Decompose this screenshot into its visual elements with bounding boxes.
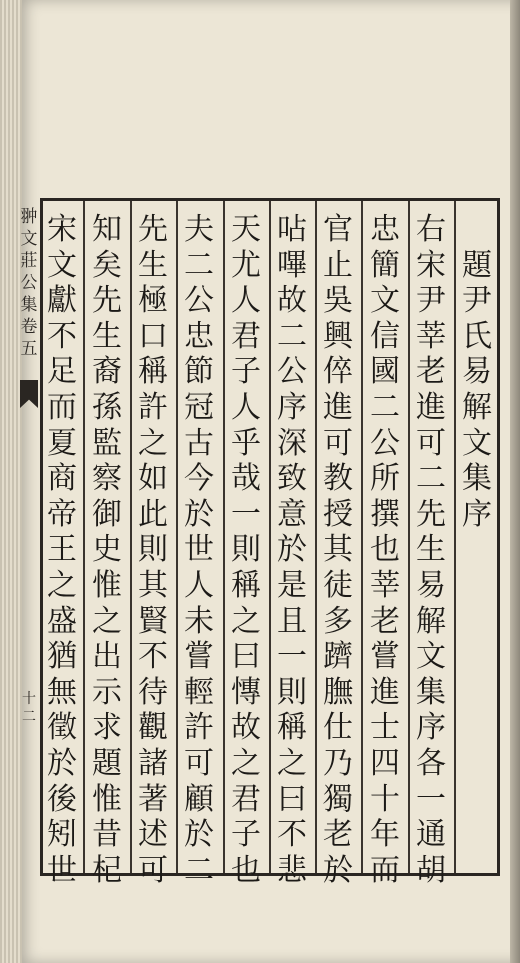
glyph: 悲 xyxy=(277,852,307,888)
glyph: 先 xyxy=(416,496,446,532)
text-column-8 xyxy=(131,212,175,888)
glyph: 述 xyxy=(138,817,168,853)
glyph: 官 xyxy=(323,212,353,247)
text-column-3 xyxy=(363,212,407,888)
margin-glyph: 翀 xyxy=(20,207,38,227)
glyph: 帝 xyxy=(47,496,77,532)
glyph: 之 xyxy=(47,567,77,603)
glyph: 先 xyxy=(138,212,168,247)
glyph: 於 xyxy=(277,532,307,568)
glyph: 躋 xyxy=(323,639,353,675)
glyph: 進 xyxy=(416,389,446,425)
glyph: 嘗 xyxy=(184,639,214,675)
text-column-9 xyxy=(85,212,129,888)
glyph: 尹 xyxy=(416,283,446,319)
glyph: 生 xyxy=(92,318,122,354)
glyph: 猶 xyxy=(47,639,77,675)
glyph: 而 xyxy=(47,389,77,425)
margin-glyph: 五 xyxy=(20,339,38,359)
glyph: 昔 xyxy=(92,817,122,853)
glyph: 文 xyxy=(416,639,446,675)
glyph: 可 xyxy=(138,852,168,888)
glyph: 公 xyxy=(370,425,400,461)
glyph: 年 xyxy=(370,817,400,853)
glyph: 進 xyxy=(370,674,400,710)
glyph: 二 xyxy=(184,247,214,283)
glyph: 莘 xyxy=(416,318,446,354)
glyph: 輕 xyxy=(184,674,214,710)
glyph: 求 xyxy=(92,710,122,746)
page-number-glyph: 十 xyxy=(22,691,36,707)
glyph: 於 xyxy=(323,852,353,888)
glyph: 易 xyxy=(416,567,446,603)
glyph: 生 xyxy=(416,532,446,568)
glyph: 諸 xyxy=(138,745,168,781)
glyph: 序 xyxy=(277,389,307,425)
glyph: 之 xyxy=(231,745,261,781)
glyph: 子 xyxy=(231,817,261,853)
glyph: 史 xyxy=(92,532,122,568)
glyph: 信 xyxy=(370,318,400,354)
glyph: 古 xyxy=(184,425,214,461)
glyph: 興 xyxy=(323,318,353,354)
glyph: 慱 xyxy=(231,674,261,710)
glyph: 君 xyxy=(231,781,261,817)
glyph: 公 xyxy=(184,283,214,319)
glyph: 監 xyxy=(92,425,122,461)
margin-glyph: 公 xyxy=(20,273,38,293)
glyph: 矧 xyxy=(47,817,77,853)
glyph: 王 xyxy=(47,532,77,568)
glyph: 集 xyxy=(416,674,446,710)
glyph: 進 xyxy=(323,389,353,425)
glyph: 君 xyxy=(231,318,261,354)
glyph: 通 xyxy=(416,817,446,853)
glyph: 察 xyxy=(92,461,122,497)
glyph: 子 xyxy=(231,354,261,390)
glyph: 徵 xyxy=(47,710,77,746)
glyph: 商 xyxy=(47,461,77,497)
glyph: 胡 xyxy=(416,852,446,888)
glyph: 不 xyxy=(138,639,168,675)
glyph: 仕 xyxy=(323,710,353,746)
glyph: 故 xyxy=(231,710,261,746)
glyph: 序 xyxy=(462,496,492,532)
glyph: 尤 xyxy=(231,247,261,283)
glyph: 文 xyxy=(462,425,492,461)
glyph: 今 xyxy=(184,461,214,497)
glyph: 解 xyxy=(462,389,492,425)
glyph: 可 xyxy=(323,425,353,461)
glyph: 忠 xyxy=(370,212,400,247)
glyph: 二 xyxy=(184,852,214,888)
text-column-4 xyxy=(316,212,360,888)
glyph: 未 xyxy=(184,603,214,639)
glyph: 則 xyxy=(277,674,307,710)
glyph: 二 xyxy=(416,461,446,497)
glyph: 可 xyxy=(184,745,214,781)
glyph: 一 xyxy=(277,639,307,675)
glyph: 止 xyxy=(323,247,353,283)
glyph: 天 xyxy=(231,212,261,247)
glyph: 節 xyxy=(184,354,214,390)
glyph: 徒 xyxy=(323,567,353,603)
text-column-2 xyxy=(409,212,453,888)
glyph: 冠 xyxy=(184,389,214,425)
text-column-10 xyxy=(40,212,84,888)
glyph: 二 xyxy=(370,389,400,425)
glyph: 賢 xyxy=(138,603,168,639)
glyph: 深 xyxy=(277,425,307,461)
indent-space xyxy=(455,212,499,248)
margin-column xyxy=(18,198,40,876)
glyph: 後 xyxy=(47,781,77,817)
glyph: 惟 xyxy=(92,781,122,817)
glyph: 莘 xyxy=(370,567,400,603)
glyph: 曰 xyxy=(277,781,307,817)
glyph: 序 xyxy=(416,710,446,746)
glyph: 極 xyxy=(138,283,168,319)
glyph: 授 xyxy=(323,496,353,532)
glyph: 稱 xyxy=(277,710,307,746)
glyph: 獨 xyxy=(323,781,353,817)
glyph: 孫 xyxy=(92,389,122,425)
glyph: 簡 xyxy=(370,247,400,283)
glyph: 教 xyxy=(323,461,353,497)
glyph: 乃 xyxy=(323,745,353,781)
glyph: 不 xyxy=(47,318,77,354)
glyph: 且 xyxy=(277,603,307,639)
glyph: 其 xyxy=(138,567,168,603)
glyph: 各 xyxy=(416,745,446,781)
glyph: 不 xyxy=(277,817,307,853)
glyph: 倅 xyxy=(323,354,353,390)
glyph: 稱 xyxy=(138,354,168,390)
glyph: 著 xyxy=(138,781,168,817)
glyph: 許 xyxy=(138,389,168,425)
glyph: 解 xyxy=(416,603,446,639)
glyph: 杞 xyxy=(92,852,122,888)
glyph: 許 xyxy=(184,710,214,746)
glyph: 之 xyxy=(138,425,168,461)
glyph: 無 xyxy=(47,674,77,710)
glyph: 老 xyxy=(370,603,400,639)
glyph: 其 xyxy=(323,532,353,568)
glyph: 老 xyxy=(416,354,446,390)
margin-page-number xyxy=(20,690,38,726)
glyph: 致 xyxy=(277,461,307,497)
glyph: 惟 xyxy=(92,567,122,603)
margin-glyph: 文 xyxy=(20,229,38,249)
glyph: 宋 xyxy=(47,212,77,247)
text-column-5 xyxy=(270,212,314,888)
glyph: 於 xyxy=(184,817,214,853)
glyph: 曰 xyxy=(231,639,261,675)
margin-glyph: 卷 xyxy=(20,317,38,337)
page-number-glyph: 二 xyxy=(22,709,36,725)
glyph: 二 xyxy=(277,318,307,354)
glyph: 公 xyxy=(277,354,307,390)
glyph: 足 xyxy=(47,354,77,390)
glyph: 口 xyxy=(138,318,168,354)
glyph: 夫 xyxy=(184,212,214,247)
glyph: 一 xyxy=(416,781,446,817)
glyph: 題 xyxy=(462,247,492,283)
glyph: 國 xyxy=(370,354,400,390)
glyph: 則 xyxy=(231,532,261,568)
glyph: 於 xyxy=(47,745,77,781)
glyph: 膴 xyxy=(323,674,353,710)
glyph: 人 xyxy=(231,283,261,319)
glyph: 觀 xyxy=(138,710,168,746)
glyph: 題 xyxy=(92,745,122,781)
glyph: 乎 xyxy=(231,425,261,461)
glyph: 所 xyxy=(370,461,400,497)
glyph: 示 xyxy=(92,674,122,710)
text-column-1 xyxy=(455,212,499,532)
glyph: 於 xyxy=(184,496,214,532)
glyph: 生 xyxy=(138,247,168,283)
glyph: 意 xyxy=(277,496,307,532)
glyph: 如 xyxy=(138,461,168,497)
glyph: 四 xyxy=(370,745,400,781)
glyph: 之 xyxy=(231,603,261,639)
glyph: 一 xyxy=(231,496,261,532)
glyph: 十 xyxy=(370,781,400,817)
glyph: 此 xyxy=(138,496,168,532)
glyph: 宋 xyxy=(416,247,446,283)
glyph: 故 xyxy=(277,283,307,319)
glyph: 多 xyxy=(323,603,353,639)
glyph: 文 xyxy=(47,247,77,283)
glyph: 之 xyxy=(277,745,307,781)
page-edge-right xyxy=(510,0,520,963)
glyph: 稱 xyxy=(231,567,261,603)
glyph: 盛 xyxy=(47,603,77,639)
glyph: 集 xyxy=(462,461,492,497)
glyph: 人 xyxy=(184,567,214,603)
glyph: 而 xyxy=(370,852,400,888)
glyph: 出 xyxy=(92,639,122,675)
glyph: 矣 xyxy=(92,247,122,283)
glyph: 易 xyxy=(462,354,492,390)
glyph: 吳 xyxy=(323,283,353,319)
glyph: 待 xyxy=(138,674,168,710)
glyph: 知 xyxy=(92,212,122,247)
margin-glyph: 莊 xyxy=(20,251,38,271)
glyph: 則 xyxy=(138,532,168,568)
glyph: 呫 xyxy=(277,212,307,247)
glyph: 老 xyxy=(323,817,353,853)
glyph: 獻 xyxy=(47,283,77,319)
glyph: 士 xyxy=(370,710,400,746)
glyph: 嘗 xyxy=(370,639,400,675)
glyph: 是 xyxy=(277,567,307,603)
text-column-6 xyxy=(224,212,268,888)
glyph: 御 xyxy=(92,496,122,532)
glyph: 裔 xyxy=(92,354,122,390)
glyph: 可 xyxy=(416,425,446,461)
text-column-7 xyxy=(177,212,221,888)
glyph: 右 xyxy=(416,212,446,247)
glyph: 先 xyxy=(92,283,122,319)
glyph: 也 xyxy=(370,532,400,568)
glyph: 哉 xyxy=(231,461,261,497)
glyph: 嗶 xyxy=(277,247,307,283)
glyph: 之 xyxy=(92,603,122,639)
glyph: 世 xyxy=(47,852,77,888)
glyph: 夏 xyxy=(47,425,77,461)
glyph: 撰 xyxy=(370,496,400,532)
glyph: 忠 xyxy=(184,318,214,354)
glyph: 也 xyxy=(231,852,261,888)
glyph: 世 xyxy=(184,532,214,568)
glyph: 氏 xyxy=(462,318,492,354)
glyph: 文 xyxy=(370,283,400,319)
glyph: 尹 xyxy=(462,283,492,319)
glyph: 顧 xyxy=(184,781,214,817)
margin-glyph: 集 xyxy=(20,295,38,315)
glyph: 人 xyxy=(231,389,261,425)
